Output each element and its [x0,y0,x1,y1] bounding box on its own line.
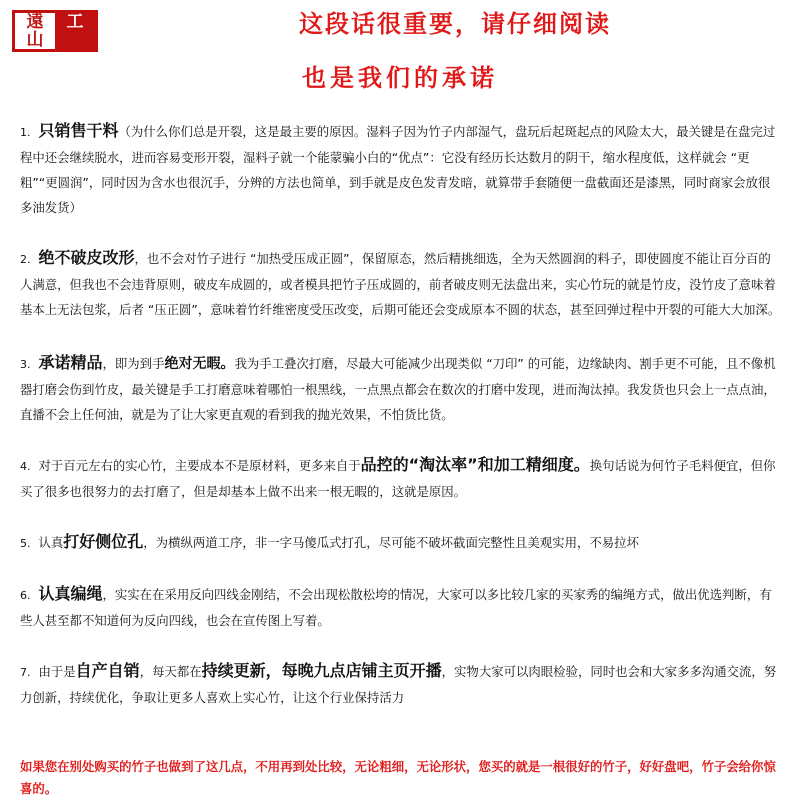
header-subtitle: 也是我们的承诺 [302,63,498,92]
item-mid: ，每天都在 [139,664,202,679]
list-item-5 [20,529,782,556]
list-item-6 [20,581,782,633]
seal-char-2: 工 [55,13,95,31]
item-title: 绝不破皮改形 [38,248,135,267]
item-number: 3. [20,358,31,371]
item-title: 只销售干料 [38,121,119,140]
seal-char-3: 山 [15,31,55,49]
list-item-4 [20,452,782,504]
item-pre: 由于是 [38,664,76,679]
item-number: 6. [20,589,31,602]
item-title-2: 持续更新，每晚九点店铺主页开播 [201,661,442,680]
item-text: ，实物大家可以肉眼检验，同时也会和大家多多沟通交流，努力创新，持续优化，争取让更多人喜欢上实心竹，让这个行业保持活力 [20,664,777,705]
promise-list [20,118,782,735]
item-number: 7. [20,666,31,679]
item-number: 2. [20,253,31,266]
item-number: 1. [20,126,31,139]
header-title: 这段话很重要，请仔细阅读 [299,9,611,38]
item-text: ，为横纵两道工序，非一字马傻瓜式打孔，尽可能不破坏截面完整性且美观实用，不易拉坏 [143,535,639,550]
item-title: 承诺精品 [38,353,103,372]
item-text: 换句话说为何竹子毛料便宜，但你买了很多也很努力的去打磨了，但是却基本上做不出来一根无暇的，这就是原因。 [20,458,776,499]
list-item-2 [20,245,782,322]
item-pre: 对于百元左右的实心竹，主要成本不是原材料，更多来自于 [38,458,361,473]
list-item-3 [20,350,782,427]
item-title: 自产自销 [75,661,140,680]
seal-char-1: 遠 [15,13,55,31]
item-pre: ，即为到手 [102,356,165,371]
list-item-1 [20,118,782,220]
item-title: 品控的“淘汰率”和加工精细度。 [360,455,590,474]
item-text: ，实实在在采用反向四线金刚结，不会出现松散松垮的情况，大家可以多比较几家的买家秀的编绳方式，做出优选判断，有些人甚至都不知道何为反向四线，也会在宣传图上写着。 [20,587,772,628]
item-title: 打好侧位孔 [63,532,144,551]
item-highlight: 绝对无暇。 [164,356,235,372]
item-number: 5. [20,537,31,550]
item-title: 认真编绳 [38,584,103,603]
item-number: 4. [20,460,31,473]
item-text: ，也不会对竹子进行 “加热受压成正圆”，保留原态，然后精挑细选，全为天然圆润的料子，即使圆度不能让百分百的人满意，但我也不会违背原则，破皮车成圆的，或者模具把竹子压成圆的，前者破皮则无法盘出来，实心竹玩的就是竹皮，没竹皮了意味着基本上无法包浆，后者 “压正圆”，意味着竹纤维密度受压改变，后期可能还会变成原本不圆的状态，甚至回弹过程中开裂的可能大大加深。 [20,251,781,317]
footer-note: 如果您在别处购买的竹子也做到了这几点，不用再到处比较，无论粗细，无论形状，您买的就是一根很好的竹子，好好盘吧，竹子会给你惊喜的。 [20,759,776,796]
header [0,6,800,96]
item-text: （为什么你们总是开裂，这是最主要的原因。湿料子因为竹子内部湿气，盘玩后起斑起点的风险太大，最关键是在盘完过程中还会继续脱水，进而容易变形开裂，湿料子就一个能蒙骗小白的“优点”：它没有经历长达数月的阴干，缩水程度低，这样就会 “更粗”“更圆润”，同时因为含水也很沉手，分辨的方法也简单，到手就是皮色发青发暗，就算带手套随便一盘截面还是漆黑，同时商家会放很多油发货） [20,124,776,215]
item-text: 我为手工叠次打磨，尽最大可能减少出现类似 “刀印” 的可能，边缘缺肉、割手更不可能，且不像机器打磨会伤到竹皮，最关键是手工打磨意味着哪怕一根黑线，一点黑点都会在数次的打磨中发现，进而淘汰掉。我发货也只会上一点点油，直播不会上任何油，就是为了让大家更直观的看到我的抛光效果，不怕货比货。 [20,356,776,422]
item-pre: 认真 [38,535,64,550]
list-item-7 [20,658,782,710]
